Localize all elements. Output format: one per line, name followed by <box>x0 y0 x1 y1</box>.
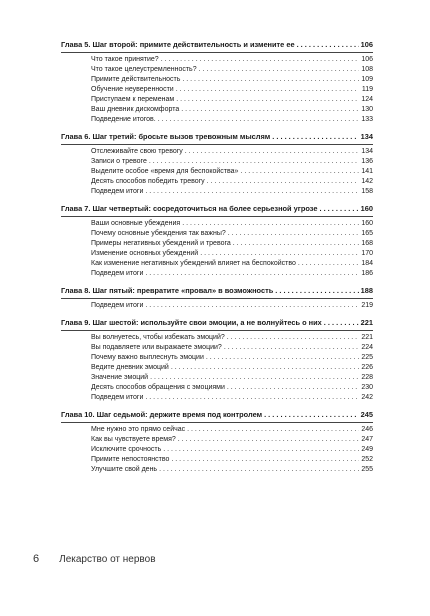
section-entry <box>91 55 373 65</box>
section-title: Вы подавляете или выражаете эмоции? <box>91 344 222 351</box>
section-entry <box>91 363 373 373</box>
chapter-title: Глава 8. Шаг пятый: превратите «провал» в возможность <box>61 286 274 295</box>
section-entry <box>91 435 373 445</box>
chapter-divider <box>61 298 373 299</box>
section-entry <box>91 95 373 105</box>
section-page-number: 242 <box>361 394 373 401</box>
section-title: Исключите срочность <box>91 446 162 453</box>
footer-book-title: Лекарство от нервов <box>59 554 156 565</box>
dot-leader <box>181 105 359 115</box>
section-page-number: 130 <box>361 106 373 113</box>
chapter-title: Глава 9. Шаг шестой: используйте свои эмоции, а не волнуйтесь о них <box>61 318 322 327</box>
dot-leader <box>171 363 359 373</box>
section-title: Ваш дневник дискомфорта <box>91 106 180 113</box>
section-entry <box>91 269 373 279</box>
dot-leader <box>207 177 359 187</box>
section-title: Обучение неуверенности <box>91 86 174 93</box>
section-page-number: 160 <box>361 220 373 227</box>
section-entry <box>91 425 373 435</box>
chapter-heading-row <box>61 318 373 328</box>
dot-leader <box>145 269 359 279</box>
section-entry <box>91 465 373 475</box>
section-title: Подведем итоги <box>91 188 144 195</box>
section-entry <box>91 219 373 229</box>
section-page-number: 184 <box>361 260 373 267</box>
section-title: Ведите дневник эмоций <box>91 364 169 371</box>
section-title: Как вы чувствуете время? <box>91 436 176 443</box>
section-entry <box>91 373 373 383</box>
section-entry <box>91 249 373 259</box>
section-page-number: 124 <box>361 96 373 103</box>
section-page-number: 225 <box>361 354 373 361</box>
section-title: Записи о тревоге <box>91 158 147 165</box>
section-title: Ваши основные убеждения <box>91 220 181 227</box>
section-page-number: 133 <box>361 116 373 123</box>
chapter-title: Глава 6. Шаг третий: бросьте вызов тревожным мыслям <box>61 132 271 141</box>
section-title: Подведем итоги <box>91 302 144 309</box>
toc-chapter <box>61 410 373 475</box>
dot-leader <box>159 465 359 475</box>
dot-leader <box>176 85 359 95</box>
dot-leader <box>185 147 359 157</box>
dot-leader <box>324 318 359 328</box>
section-page-number: 119 <box>361 86 373 93</box>
section-entry <box>91 115 373 125</box>
dot-leader <box>145 301 359 311</box>
section-title: Подведение итогов. <box>91 116 156 123</box>
dot-leader <box>227 383 359 393</box>
section-title: Что такое принятие? <box>91 56 159 63</box>
dot-leader <box>182 75 359 85</box>
section-list <box>61 425 373 475</box>
dot-leader <box>319 204 358 214</box>
section-title: Подведем итоги <box>91 394 144 401</box>
chapter-divider <box>61 422 373 423</box>
section-title: Приступаем к переменам <box>91 96 175 103</box>
section-page-number: 252 <box>361 456 373 463</box>
section-page-number: 165 <box>361 230 373 237</box>
chapter-page-number: 106 <box>360 40 373 49</box>
toc-chapter <box>61 318 373 403</box>
section-entry <box>91 229 373 239</box>
dot-leader <box>176 95 359 105</box>
section-page-number: 228 <box>361 374 373 381</box>
section-page-number: 186 <box>361 270 373 277</box>
section-entry <box>91 343 373 353</box>
section-entry <box>91 383 373 393</box>
dot-leader <box>200 249 359 259</box>
section-entry <box>91 187 373 197</box>
chapter-title: Глава 10. Шаг седьмой: держите время под контролем <box>61 410 263 419</box>
dot-leader <box>187 425 359 435</box>
dot-leader <box>145 187 359 197</box>
section-page-number: 108 <box>361 66 373 73</box>
toc-chapter <box>61 286 373 311</box>
dot-leader <box>149 157 359 167</box>
footer-page-number: 6 <box>33 553 40 565</box>
chapter-page-number: 134 <box>360 132 373 141</box>
section-title: Почему основные убеждения так важны? <box>91 230 226 237</box>
section-page-number: 249 <box>361 446 373 453</box>
section-title: Почему важно выплеснуть эмоции <box>91 354 204 361</box>
dot-leader <box>163 445 359 455</box>
dot-leader <box>199 65 359 75</box>
section-page-number: 246 <box>361 426 373 433</box>
dot-leader <box>233 239 359 249</box>
section-title: Улучшите свой день <box>91 466 158 473</box>
section-page-number: 158 <box>361 188 373 195</box>
dot-leader <box>145 393 359 403</box>
section-page-number: 221 <box>361 334 373 341</box>
section-entry <box>91 75 373 85</box>
chapter-divider <box>61 144 373 145</box>
section-entry <box>91 239 373 249</box>
dot-leader <box>158 115 359 125</box>
dot-leader <box>272 132 358 142</box>
toc-chapter <box>61 40 373 125</box>
section-title: Как изменение негативных убеждений влияет на беспокойство <box>91 260 296 267</box>
section-page-number: 255 <box>361 466 373 473</box>
dot-leader <box>228 229 359 239</box>
section-entry <box>91 177 373 187</box>
page-footer <box>33 553 156 565</box>
chapter-divider <box>61 52 373 53</box>
chapter-page-number: 160 <box>360 204 373 213</box>
dot-leader <box>264 410 359 420</box>
section-title: Изменение основных убеждений <box>91 250 199 257</box>
chapter-divider <box>61 216 373 217</box>
section-page-number: 141 <box>361 168 373 175</box>
chapter-title: Глава 5. Шаг второй: примите действительность и измените ее <box>61 40 295 49</box>
section-entry <box>91 301 373 311</box>
section-page-number: 219 <box>361 302 373 309</box>
section-page-number: 226 <box>361 364 373 371</box>
chapter-heading-row <box>61 40 373 50</box>
section-list <box>61 55 373 125</box>
section-title: Отслеживайте свою тревогу <box>91 148 183 155</box>
chapter-title: Глава 7. Шаг четвертый: сосредоточиться на более серьезной угрозе <box>61 204 318 213</box>
table-of-contents <box>61 40 373 482</box>
chapter-divider <box>61 330 373 331</box>
section-entry <box>91 157 373 167</box>
section-entry <box>91 167 373 177</box>
dot-leader <box>206 353 359 363</box>
section-title: Мне нужно это прямо сейчас <box>91 426 186 433</box>
section-page-number: 168 <box>361 240 373 247</box>
section-title: Примеры негативных убеждений и тревога <box>91 240 231 247</box>
chapter-page-number: 221 <box>360 318 373 327</box>
section-entry <box>91 393 373 403</box>
section-page-number: 134 <box>361 148 373 155</box>
section-list <box>61 333 373 403</box>
chapter-page-number: 245 <box>360 410 373 419</box>
section-page-number: 109 <box>361 76 373 83</box>
dot-leader <box>240 167 359 177</box>
dot-leader <box>275 286 358 296</box>
section-page-number: 224 <box>361 344 373 351</box>
section-title: Что такое целеустремленность? <box>91 66 197 73</box>
chapter-heading-row <box>61 410 373 420</box>
section-list <box>61 301 373 311</box>
dot-leader <box>224 343 359 353</box>
section-title: Десять способов победить тревогу <box>91 178 205 185</box>
chapter-heading-row <box>61 204 373 214</box>
section-title: Вы волнуетесь, чтобы избежать эмоций? <box>91 334 225 341</box>
dot-leader <box>161 55 359 65</box>
chapter-page-number: 188 <box>360 286 373 295</box>
section-page-number: 106 <box>361 56 373 63</box>
section-page-number: 170 <box>361 250 373 257</box>
dot-leader <box>171 455 359 465</box>
section-title: Значение эмоций <box>91 374 149 381</box>
section-page-number: 247 <box>361 436 373 443</box>
chapter-heading-row <box>61 286 373 296</box>
section-page-number: 142 <box>361 178 373 185</box>
section-entry <box>91 259 373 269</box>
section-entry <box>91 85 373 95</box>
section-entry <box>91 105 373 115</box>
dot-leader <box>182 219 359 229</box>
section-entry <box>91 353 373 363</box>
section-entry <box>91 445 373 455</box>
dot-leader <box>297 40 359 50</box>
section-entry <box>91 147 373 157</box>
section-title: Выделите особое «время для беспокойства» <box>91 168 239 175</box>
section-entry <box>91 65 373 75</box>
dot-leader <box>298 259 359 269</box>
toc-chapter <box>61 204 373 279</box>
chapter-heading-row <box>61 132 373 142</box>
section-title: Примите непостоянство <box>91 456 170 463</box>
section-title: Подведем итоги <box>91 270 144 277</box>
dot-leader <box>150 373 359 383</box>
section-page-number: 136 <box>361 158 373 165</box>
section-entry <box>91 455 373 465</box>
dot-leader <box>178 435 359 445</box>
toc-chapter <box>61 132 373 197</box>
section-title: Примите действительность <box>91 76 181 83</box>
section-entry <box>91 333 373 343</box>
section-title: Десять способов обращения с эмоциями <box>91 384 225 391</box>
section-list <box>61 219 373 279</box>
section-list <box>61 147 373 197</box>
section-page-number: 230 <box>361 384 373 391</box>
dot-leader <box>227 333 359 343</box>
